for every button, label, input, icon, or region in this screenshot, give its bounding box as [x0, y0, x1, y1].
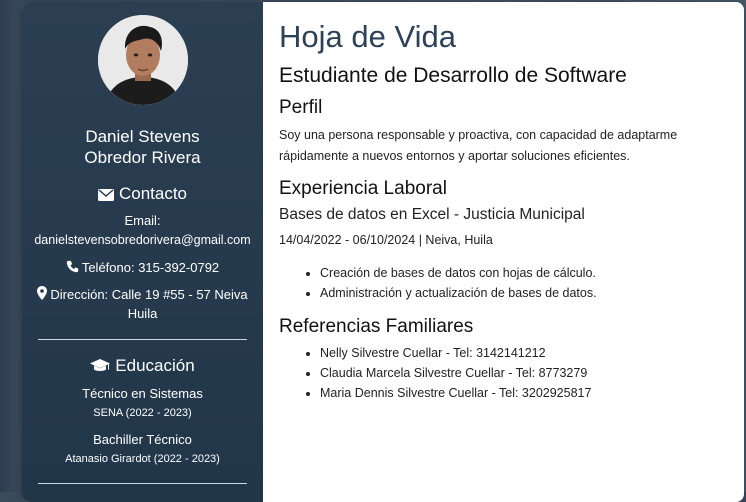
name-line-2: Obredor Rivera — [84, 148, 201, 167]
address-line-2: Huila — [127, 306, 158, 321]
email-link[interactable]: danielstevensobredorivera@gmail.com — [34, 233, 251, 247]
phone-text: Teléfono: 315-392-0792 — [81, 260, 220, 275]
list-item: • Administración y actualización de bases de datos. — [320, 283, 597, 303]
profile-text-line-2: rápidamente a nuevos entornos y aportar soluciones eficientes. — [279, 149, 630, 163]
job-title: Bases de datos en Excel - Justicia Municipal — [279, 206, 585, 223]
education-item-1-sub: SENA (2022 - 2023) — [93, 407, 192, 419]
profile-text — [279, 125, 734, 167]
list-item: • Maria Dennis Silvestre Cuellar - Tel: 3202925817 — [320, 383, 591, 403]
education-item-1-title: Técnico en Sistemas — [82, 386, 203, 401]
education-heading — [22, 356, 263, 376]
avatar — [98, 15, 188, 105]
sidebar-divider-bottom — [38, 483, 247, 484]
education-item-2-sub: Atanasio Girardot (2022 - 2023) — [65, 453, 220, 465]
map-marker-icon — [37, 286, 47, 300]
list-item: • Claudia Marcela Silvestre Cuellar - Tel: 8773279 — [320, 363, 591, 383]
envelope-icon — [98, 189, 114, 201]
phone-icon — [66, 260, 79, 273]
list-item: • Nelly Silvestre Cuellar - Tel: 3142141212 — [320, 343, 591, 363]
address-row — [22, 285, 263, 323]
graduation-cap-icon — [90, 359, 110, 373]
education-title: Educación — [115, 356, 195, 375]
profile-heading: Perfil — [279, 97, 323, 118]
references-list — [279, 343, 591, 403]
contact-title: Contacto — [118, 184, 188, 203]
address-line-1: Dirección: Calle 19 #55 - 57 Neiva — [50, 287, 248, 302]
name-line-1: Daniel Stevens — [85, 127, 200, 146]
main-content — [279, 2, 739, 502]
references-heading: Referencias Familiares — [279, 316, 474, 337]
contact-heading — [22, 184, 263, 204]
phone-row — [22, 258, 263, 277]
resume-card — [22, 2, 744, 502]
experience-heading: Experiencia Laboral — [279, 178, 447, 199]
sidebar — [22, 2, 263, 502]
subtitle: Estudiante de Desarrollo de Software — [279, 64, 627, 87]
education-item-2-title: Bachiller Técnico — [93, 432, 192, 447]
profile-text-line-1: Soy una persona responsable y proactiva, con capacidad de adaptarme — [279, 128, 678, 142]
job-task-list — [279, 263, 597, 303]
full-name — [22, 126, 263, 168]
list-item: • Creación de bases de datos con hojas de cálculo. — [320, 263, 597, 283]
page-title: Hoja de Vida — [279, 19, 456, 54]
job-date: 14/04/2022 - 06/10/2024 | Neiva, Huila — [279, 233, 493, 247]
email-label: Email: — [124, 213, 161, 228]
sidebar-divider — [38, 339, 247, 340]
